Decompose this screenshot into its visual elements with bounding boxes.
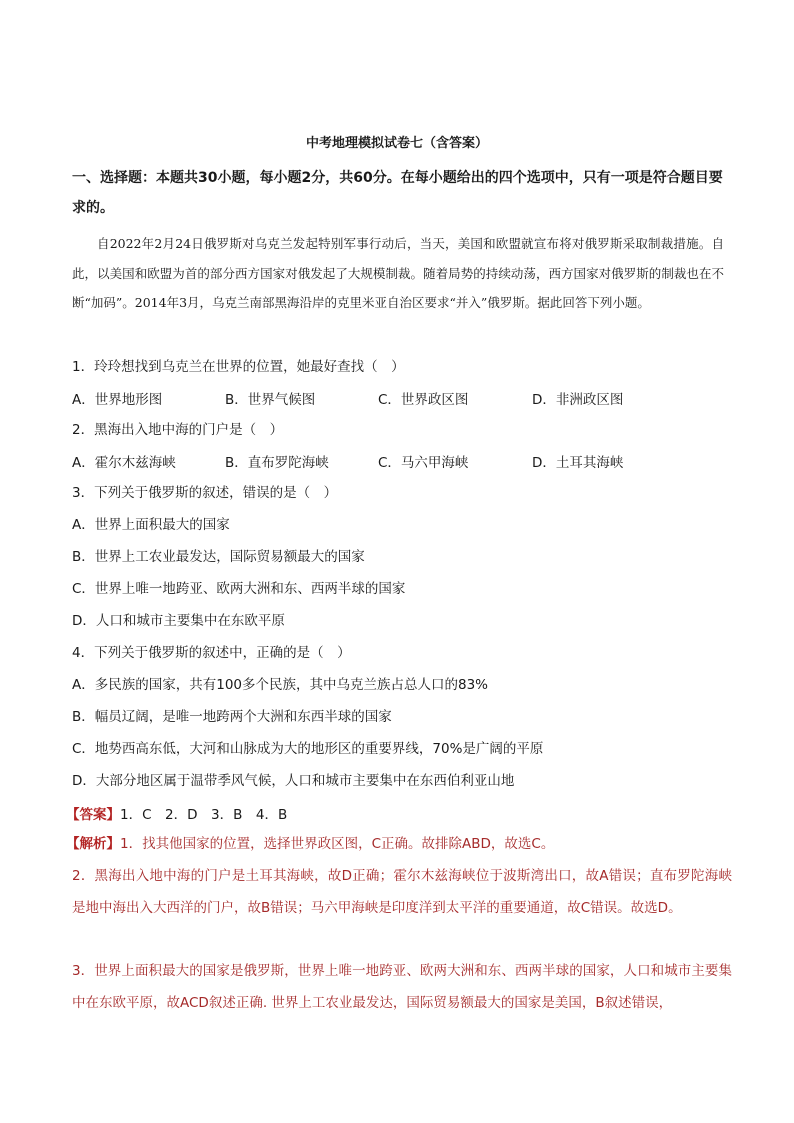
question-1-stem: 1．玲玲想找到乌克兰在世界的位置，她最好查找（ ） <box>72 359 405 375</box>
answer-tag: 【答案】 <box>66 807 120 823</box>
section-heading: 一、选择题：本题共30小题，每小题2分，共60分。在每小题给出的四个选项中，只有一项是符合题目要求的。 <box>72 170 723 216</box>
question-3-stem: 3．下列关于俄罗斯的叙述，错误的是（ ） <box>72 485 338 501</box>
q4-option-c: C．地势西高东低，大河和山脉成为大的地形区的重要界线，70%是广阔的平原 <box>72 741 544 757</box>
q4-option-b: B．幅员辽阔，是唯一地跨两个大洲和东西半球的国家 <box>72 709 392 725</box>
answer-line <box>66 803 287 823</box>
question-1-options <box>72 388 732 408</box>
question-4-stem: 4．下列关于俄罗斯的叙述中，正确的是（ ） <box>72 645 351 661</box>
q2-option-d: D．土耳其海峡 <box>532 455 624 471</box>
q2-option-b: B．直布罗陀海峡 <box>225 455 329 471</box>
reading-passage: 自2022年2月24日俄罗斯对乌克兰发起特别军事行动后，当天，美国和欧盟就宣布将对俄罗斯采取制裁措施。自此，以美国和欧盟为首的部分西方国家对俄发起了大规模制裁。随着局势的持续动荡，西方国家对俄罗斯的制裁也在不断“加码”。2014年3月，乌克兰南部黑海沿岸的克里米亚自治区要求“并入”俄罗斯。据此回答下列小题。 <box>72 236 724 310</box>
explanation-3: 3．世界上面积最大的国家是俄罗斯，世界上唯一地跨亚、欧两大洲和东、西两半球的国家，人口和城市主要集中在东欧平原，故ACD叙述正确. 世界上工农业最发达，国际贸易额最大的国家是美国，B叙述错误， <box>72 963 732 1011</box>
explanation-2: 2．黑海出入地中海的门户是土耳其海峡，故D正确；霍尔木兹海峡位于波斯湾出口，故A错误；直布罗陀海峡是地中海出入大西洋的门户，故B错误；马六甲海峡是印度洋到太平洋的重要通道，故C错误。故选D。 <box>72 868 732 916</box>
question-2-options <box>72 451 732 471</box>
q1-option-b: B．世界气候图 <box>225 392 316 408</box>
q2-option-c: C．马六甲海峡 <box>378 455 469 471</box>
explanation-1-text: 1．找其他国家的位置，选择世界政区图，C正确。故排除ABD，故选C。 <box>120 836 555 852</box>
q1-option-a: A．世界地形图 <box>72 392 163 408</box>
q3-option-b: B．世界上工农业最发达，国际贸易额最大的国家 <box>72 549 365 565</box>
q4-option-d: D．大部分地区属于温带季风气候，人口和城市主要集中在东西伯利亚山地 <box>72 773 515 789</box>
q4-option-a: A．多民族的国家，共有100多个民族，其中乌克兰族占总人口的83% <box>72 677 489 693</box>
q1-option-c: C．世界政区图 <box>378 392 469 408</box>
q2-option-a: A．霍尔木兹海峡 <box>72 455 176 471</box>
explanation-tag: 【解析】 <box>66 836 120 852</box>
answer-text: 1．C 2．D 3．B 4．B <box>120 807 288 823</box>
q3-option-a: A．世界上面积最大的国家 <box>72 517 230 533</box>
page-title: 中考地理模拟试卷七（含答案） <box>305 136 488 151</box>
q3-option-d: D．人口和城市主要集中在东欧平原 <box>72 613 285 629</box>
q1-option-d: D．非洲政区图 <box>532 392 624 408</box>
q3-option-c: C．世界上唯一地跨亚、欧两大洲和东、西两半球的国家 <box>72 581 406 597</box>
question-2-stem: 2．黑海出入地中海的门户是（ ） <box>72 422 284 438</box>
explanation-1 <box>66 828 726 860</box>
